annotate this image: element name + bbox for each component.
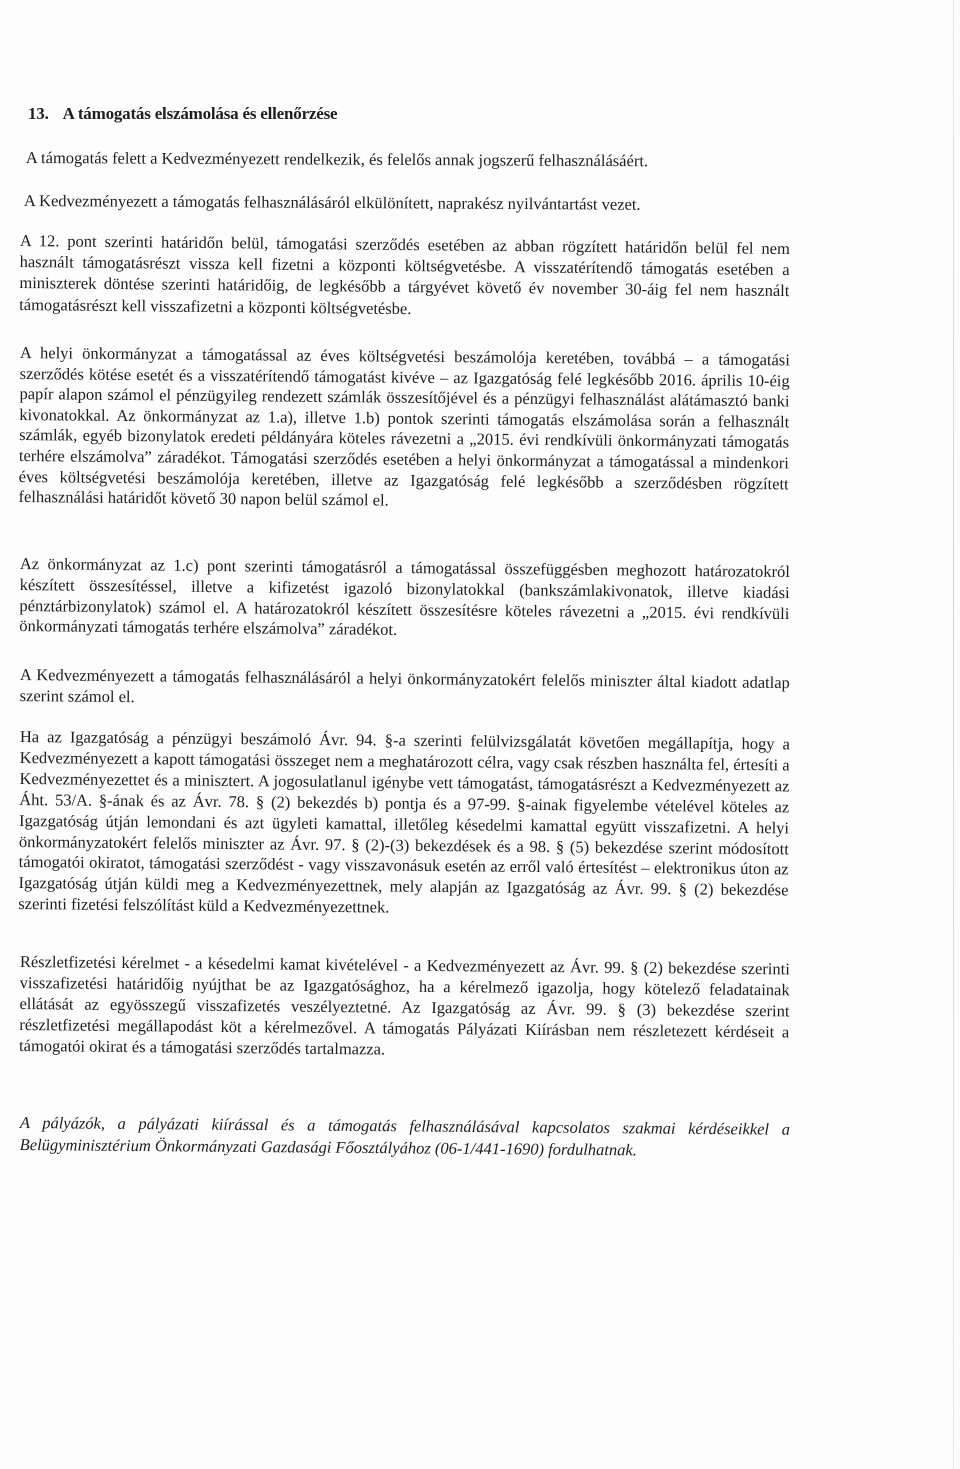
paragraph-datasheet: A Kedvezményezett a támogatás felhasználásáról a helyi önkormányzatokért felelős miniszter által kiadott adatlap szerint számol el. <box>19 664 790 707</box>
paragraph-repayment: A 12. pont szerinti határidőn belül, támogatási szerződés esetében az abban rögzített határidőn belül fel nem használt támogatásrészt vissza kell fizetni a központi költségvetésbe. A visszatérítendő támogatás esetében a miniszterek döntése szerinti határidőig, de legkésőbb a tárgyévet követő év november 30-áig fel nem használt támogatásrészt kell visszafizetni a központi költségvetésbe. <box>19 230 790 318</box>
paragraph-records: A Kedvezményezett a támogatás felhasználásáról elkülönített, naprakész nyilvántartást vezet. <box>23 190 641 214</box>
paragraph-1c-accounting: Az önkormányzat az 1.c) pont szerinti támogatásról a támogatással összefüggésben meghozott határozatokról készített összesítéssel, illetve a kifizetést igazoló bizonylatokkal (bankszámlakivonatok, illetve kiadási pénztárbizonylatok) számol el. A határozatokról készített összesítésre köteles rávezetni a „2015. évi rendkívüli önkormányzati támogatás terhére elszámolva” záradékot. <box>19 554 790 640</box>
section-title: A támogatás elszámolása és ellenőrzése <box>62 104 338 123</box>
section-number: 13. <box>28 104 49 123</box>
paragraph-accounting: A helyi önkormányzat a támogatással az éves költségvetési beszámolója keretében, továbbá – a támogatási szerződés kötése esetét és a visszatérítendő támogatást kivéve – az Igazgatóság felé legkésőbb 2016. április 10-éig papír alapon számol el pénzügyileg rendezett számlák összesítőjével és a pénzügyi felhasználást alátámasztó banki kivonatokkal. Az önkormányzat az 1.a), illetve 1.b) pontok szerinti támogatás elszámolása során a felhasznált számlák, egyéb bizonylatok eredeti példányára köteles rávezetni a „2015. évi rendkívüli önkormányzati támogatás terhére elszámolva” záradékot. Támogatási szerződés esetében a helyi önkormányzat a támogatással a mindenkori éves költségvetési beszámolója keretében, illetve az Igazgatóság felé legkésőbb a szerződésben rögzített felhasználási határidőt követő 30 napon belül számol el. <box>18 343 790 510</box>
paragraph-review: Ha az Igazgatóság a pénzügyi beszámoló Ávr. 94. §-a szerinti felülvizsgálatát követően megállapítja, hogy a Kedvezményezett a kapott támogatási összeget nem a meghatározott célra, vagy csak részben használta fel, értesíti a Kedvezményezettet és a minisztert. A jogosulatlanul igénybe vett támogatást, támogatásrészt a Kedvezményezett az Áht. 53/A. §-ának és az Ávr. 78. § (2) bekezdés b) pontja és a 97-99. §-ainak figyelembe vételével köteles az Igazgatóság útján lemondani és azt ügyleti kamattal, illetőleg késedelmi kamattal együtt visszafizetni. A helyi önkormányzatokért felelős miniszter az Ávr. 97. § (2)-(3) bekezdések és a 98. § (5) bekezdése szerint módosított támogatói okiratot, támogatási szerződést - vagy visszavonásuk esetén az erről való értesítést – elektronikus úton az Igazgatóság útján küldi meg a Kedvezményezettnek, mely alapján az Igazgatóság az Ávr. 99. § (2) bekezdése szerinti fizetési felszólítást küld a Kedvezményezettnek. <box>18 727 790 917</box>
scan-edge-line <box>953 0 954 1469</box>
paragraph-disposal: A támogatás felett a Kedvezményezett rendelkezik, és felelős annak jogszerű felhasználásáért. <box>25 147 649 171</box>
paragraph-contact: A pályázók, a pályázati kiírással és a támogatás felhasználásával kapcsolatos szakmai kérdéseikkel a Belügyminisztérium Önkormányzati Gazdasági Főosztályához (06-1/441-1690) fordulhatnak. <box>19 1113 790 1159</box>
section-heading <box>28 104 337 124</box>
paragraph-installments: Részletfizetési kérelmet - a késedelmi kamat kivételével - a Kedvezményezett az Ávr. 99. § (2) bekezdése szerinti visszafizetési határidőig nyújthat be az Igazgatósághoz, ha a kérelmező igazolja, hogy kötelező feladatainak ellátását az egyösszegű visszafizetés veszélyeztetné. Az Igazgatóság az Ávr. 99. § (3) bekezdése szerint részletfizetési megállapodást köt a kérelmezővel. A támogatás Pályázati Kiírásban nem részletezett kérdéseit a támogatói okirat és a támogatási szerződés tartalmazza. <box>19 951 790 1059</box>
